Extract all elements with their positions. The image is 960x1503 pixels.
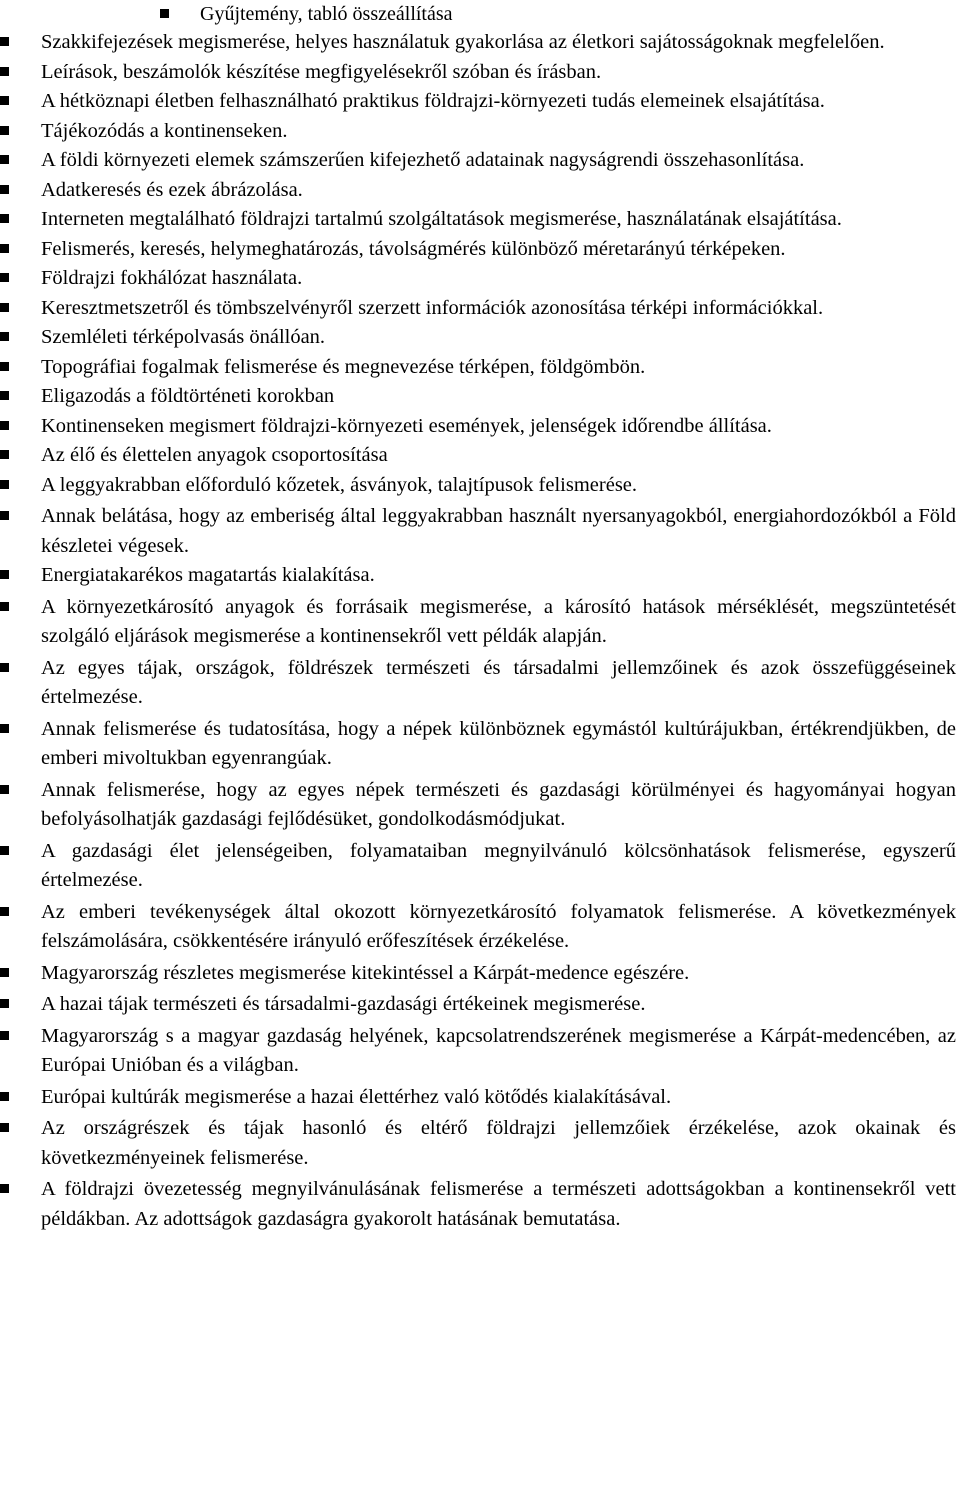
square-bullet-icon: [0, 37, 9, 46]
list-item: [0, 837, 956, 896]
list-item-text: A hétköznapi életben felhasználható praktikus földrajzi-környezeti tudás elemeinek elsajátítása.: [41, 90, 825, 112]
list-item-text: Eligazodás a földtörténeti korokban: [41, 385, 335, 407]
list-item: [0, 715, 956, 774]
list-item-text: Földrajzi fokhálózat használata.: [41, 267, 303, 289]
square-bullet-icon: [0, 332, 9, 341]
list-item: [0, 441, 956, 471]
list-item: [0, 561, 956, 591]
square-bullet-icon: [0, 846, 9, 855]
list-item: [0, 382, 956, 412]
list-item: [0, 294, 956, 324]
list-item-text: Annak felismerése, hogy az egyes népek természeti és gazdasági körülményei és hagyományai hogyan befolyásolhatják gazdasági fejlődésüket, gondolkodásmódjukat.: [41, 778, 956, 830]
square-bullet-icon: [0, 214, 9, 223]
list-item-text: A leggyakrabban előforduló kőzetek, ásványok, talajtípusok felismerése.: [41, 473, 638, 496]
list-item-text: Topográfiai fogalmak felismerése és megnevezése térképen, földgömbön.: [41, 355, 646, 378]
list-item: [0, 1083, 956, 1113]
square-bullet-icon: [0, 126, 9, 135]
list-item: [0, 990, 956, 1020]
list-item-text: A gazdasági élet jelenségeiben, folyamataiban megnyilvánuló kölcsönhatások felismerése, egyszerű értelmezése.: [41, 839, 956, 891]
square-bullet-icon: [0, 391, 9, 400]
list-item: [0, 205, 956, 235]
list-item: [0, 58, 956, 88]
square-bullet-icon: [0, 362, 9, 371]
list-item: [0, 593, 956, 652]
list-item-text: Keresztmetszetről és tömbszelvényről szerzett információk azonosítása térképi információkkal.: [41, 296, 824, 319]
square-bullet-icon: [0, 155, 9, 164]
list-item-text: Magyarország részletes megismerése kitekintéssel a Kárpát-medence egészére.: [41, 961, 690, 984]
square-bullet-icon: [0, 1184, 9, 1193]
list-item-text: Magyarország s a magyar gazdaság helyének, kapcsolatrendszerének megismerése a Kárpát-medencében, az Európai Unióban és a világban.: [41, 1024, 956, 1076]
list-item: [0, 353, 956, 383]
list-item-text: Interneten megtalálható földrajzi tartalmú szolgáltatások megismerése, használatának elsajátítása.: [41, 208, 842, 230]
list-item-text: Leírások, beszámolók készítése megfigyelésekről szóban és írásban.: [41, 60, 602, 83]
skills-bullet-list: [0, 28, 956, 1234]
list-item-text: Európai kultúrák megismerése a hazai élettérhez való kötődés kialakításával.: [41, 1085, 672, 1108]
square-bullet-icon: [0, 450, 9, 459]
list-item: [0, 28, 956, 58]
list-item-text: Adatkeresés és ezek ábrázolása.: [41, 178, 303, 201]
list-item: [0, 117, 956, 147]
square-bullet-icon: [0, 663, 9, 672]
list-item-text: Az élő és élettelen anyagok csoportosítása: [41, 444, 388, 466]
list-item: [0, 235, 956, 265]
list-item: [0, 654, 956, 713]
square-bullet-icon: [0, 1123, 9, 1132]
list-item: [0, 502, 956, 561]
square-bullet-icon: [0, 421, 9, 430]
list-item: [0, 264, 956, 294]
square-bullet-icon: [0, 96, 9, 105]
list-item: [0, 959, 956, 989]
list-item: [0, 412, 956, 442]
square-bullet-icon: [0, 273, 9, 282]
list-item-text: Az országrészek és tájak hasonló és eltérő földrajzi jellemzőiek érzékelése, azok okainak és következményeinek felismerése.: [41, 1117, 956, 1169]
square-bullet-icon: [0, 602, 9, 611]
intro-item-text: Gyűjtemény, tabló összeállítása: [200, 3, 453, 25]
list-item-text: Annak felismerése és tudatosítása, hogy a népek különböznek egymástól kultúrájukban, értékrendjükben, de emberi mivoltukban egyenrangúak.: [41, 717, 956, 769]
square-bullet-icon: [0, 1031, 9, 1040]
list-item-text: Szemléleti térképolvasás önállóan.: [41, 326, 326, 348]
list-item-text: Az egyes tájak, országok, földrészek természeti és társadalmi jellemzőinek és azok összefüggéseinek értelmezése.: [41, 656, 956, 708]
square-bullet-icon: [0, 570, 9, 579]
list-item: [0, 87, 956, 117]
square-bullet-icon: [0, 907, 9, 916]
square-bullet-icon: [0, 1092, 9, 1101]
list-item: [0, 471, 956, 501]
list-item-text: Kontinenseken megismert földrajzi-környezeti események, jelenségek időrendbe állítása.: [41, 414, 772, 437]
list-item: [0, 776, 956, 835]
list-item-text: A földrajzi övezetesség megnyilvánulásának felismerése a természeti adottságokban a kontinensekről vett példákban. Az adottságok gazdaságra gyakorolt hatásának bemutatása.: [41, 1178, 956, 1230]
list-item: [0, 1175, 956, 1234]
list-item: [0, 176, 956, 206]
list-item-text: Tájékozódás a kontinenseken.: [41, 119, 288, 142]
list-item-text: Annak belátása, hogy az emberiség által leggyakrabban használt nyersanyagokból, energiahordozókból a Föld készletei végesek.: [41, 505, 956, 557]
list-item: [0, 1022, 956, 1081]
list-item: [0, 323, 956, 353]
list-item: [0, 898, 956, 957]
square-bullet-icon: [0, 244, 9, 253]
square-bullet-icon: [0, 785, 9, 794]
square-bullet-icon: [0, 968, 9, 977]
square-bullet-icon: [0, 480, 9, 489]
list-item-text: Az emberi tevékenységek által okozott környezetkárosító folyamatok felismerése. A következmények felszámolására, csökkentésére irányuló erőfeszítések érzékelése.: [41, 900, 956, 952]
list-item-text: Felismerés, keresés, helymeghatározás, távolságmérés különböző méretarányú térképeken.: [41, 237, 786, 260]
square-bullet-icon: [0, 511, 9, 520]
list-item-text: A hazai tájak természeti és társadalmi-gazdasági értékeinek megismerése.: [41, 993, 646, 1015]
square-bullet-icon: [0, 724, 9, 733]
list-item: [0, 1114, 956, 1173]
square-bullet-icon: [0, 185, 9, 194]
list-item-text: Szakkifejezések megismerése, helyes használatuk gyakorlása az életkori sajátosságoknak megfelelően.: [41, 31, 885, 53]
list-item-text: A földi környezeti elemek számszerűen kifejezhető adatainak nagyságrendi összehasonlítása.: [41, 149, 805, 171]
list-item: [0, 146, 956, 176]
list-item-text: Energiatakarékos magatartás kialakítása.: [41, 564, 375, 586]
square-bullet-icon: [160, 9, 169, 18]
square-bullet-icon: [0, 999, 9, 1008]
square-bullet-icon: [0, 67, 9, 76]
square-bullet-icon: [0, 303, 9, 312]
list-item-text: A környezetkárosító anyagok és forrásaik megismerése, a károsító hatások mérséklését, megszüntetését szolgáló eljárások megismerése a kontinensekről vett példák alapján.: [41, 595, 956, 647]
